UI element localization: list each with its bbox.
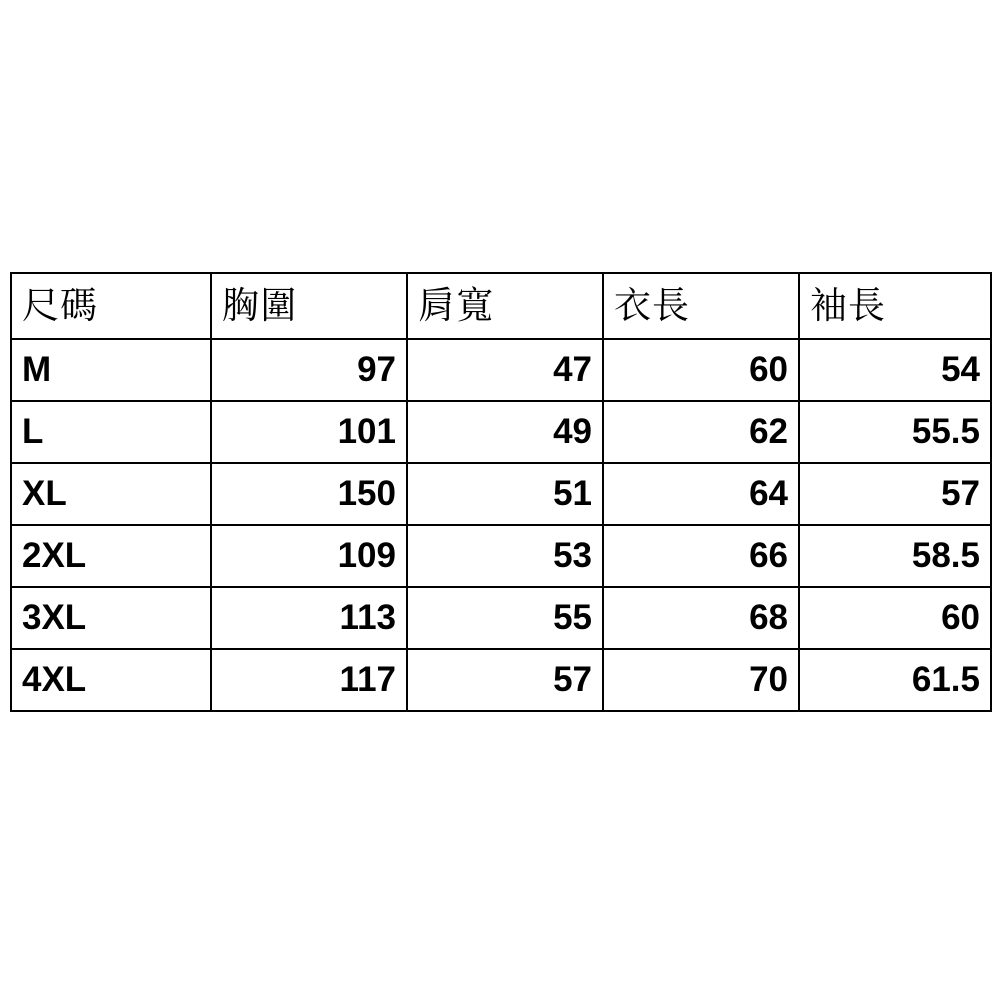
- table-row: [11, 339, 991, 401]
- cell-sleeve: 55.5: [799, 401, 991, 463]
- column-header-shoulder: 肩寬: [407, 273, 603, 339]
- column-header-sleeve: 袖長: [799, 273, 991, 339]
- cell-chest: 109: [211, 525, 407, 587]
- cell-size: 4XL: [11, 649, 211, 711]
- table-header-row: [11, 273, 991, 339]
- table-row: [11, 649, 991, 711]
- cell-length: 66: [603, 525, 799, 587]
- cell-length: 64: [603, 463, 799, 525]
- table-row: [11, 463, 991, 525]
- cell-chest: 113: [211, 587, 407, 649]
- table-header: [11, 273, 991, 339]
- cell-sleeve: 54: [799, 339, 991, 401]
- cell-size: XL: [11, 463, 211, 525]
- cell-size: L: [11, 401, 211, 463]
- cell-chest: 101: [211, 401, 407, 463]
- table-row: [11, 587, 991, 649]
- cell-size: 3XL: [11, 587, 211, 649]
- cell-sleeve: 60: [799, 587, 991, 649]
- column-header-length: 衣長: [603, 273, 799, 339]
- cell-shoulder: 55: [407, 587, 603, 649]
- cell-shoulder: 53: [407, 525, 603, 587]
- cell-sleeve: 57: [799, 463, 991, 525]
- cell-shoulder: 57: [407, 649, 603, 711]
- cell-chest: 97: [211, 339, 407, 401]
- cell-length: 60: [603, 339, 799, 401]
- cell-size: M: [11, 339, 211, 401]
- table-row: [11, 401, 991, 463]
- size-chart-table: [10, 272, 992, 712]
- cell-shoulder: 47: [407, 339, 603, 401]
- cell-sleeve: 61.5: [799, 649, 991, 711]
- size-chart-container: [10, 272, 990, 712]
- cell-length: 62: [603, 401, 799, 463]
- table-body: [11, 339, 991, 711]
- cell-chest: 117: [211, 649, 407, 711]
- column-header-chest: 胸圍: [211, 273, 407, 339]
- cell-size: 2XL: [11, 525, 211, 587]
- cell-shoulder: 51: [407, 463, 603, 525]
- cell-chest: 150: [211, 463, 407, 525]
- cell-length: 68: [603, 587, 799, 649]
- cell-shoulder: 49: [407, 401, 603, 463]
- cell-length: 70: [603, 649, 799, 711]
- cell-sleeve: 58.5: [799, 525, 991, 587]
- table-row: [11, 525, 991, 587]
- column-header-size: 尺碼: [11, 273, 211, 339]
